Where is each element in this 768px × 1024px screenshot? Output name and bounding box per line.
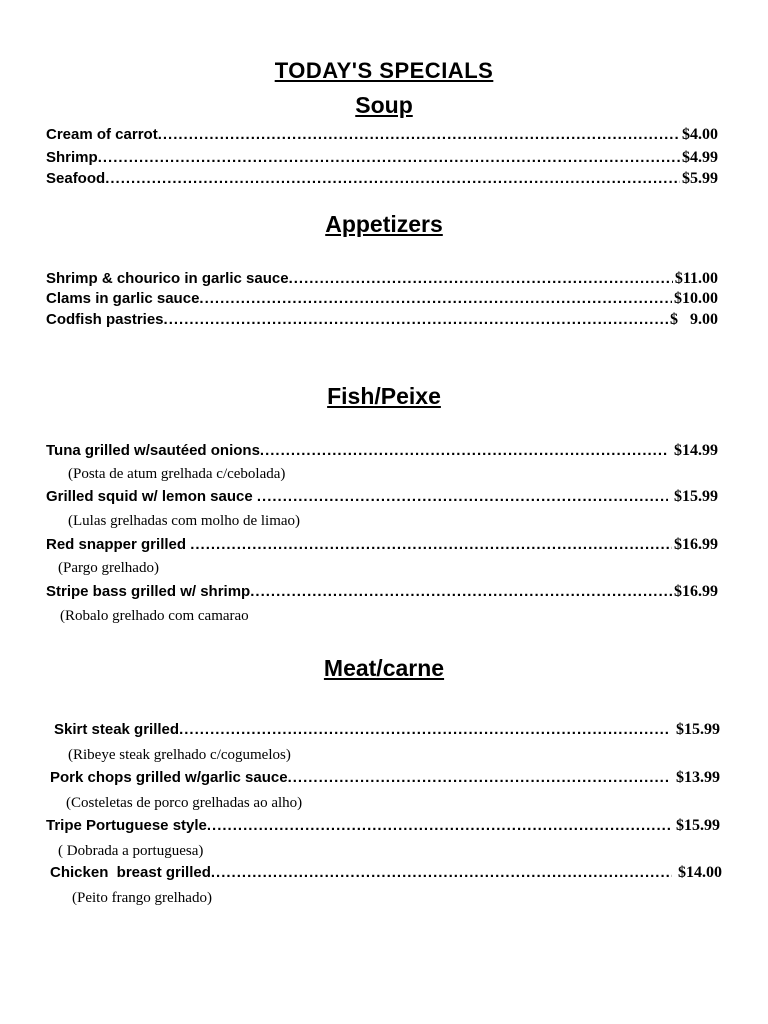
menu-item-price: $4.99 — [682, 149, 718, 166]
menu-item-translation: (Posta de atum grelhada c/cebolada) — [68, 466, 286, 482]
menu-item-squid — [46, 488, 718, 506]
dot-leader — [288, 769, 670, 787]
menu-item-price: $ 9.00 — [670, 311, 718, 328]
dot-leader — [199, 290, 672, 308]
menu-item-price: $14.99 — [674, 442, 718, 459]
menu-item-price: $11.00 — [674, 270, 718, 287]
menu-item-translation: (Peito frango grelhado) — [72, 890, 212, 906]
menu-item-clams — [46, 290, 718, 308]
menu-item-name: Shrimp & chourico in garlic sauce — [46, 270, 289, 287]
dot-leader — [158, 126, 680, 144]
menu-item-name: Red snapper grilled — [46, 536, 191, 553]
menu-item-price: $4.00 — [682, 126, 718, 143]
menu-item-price: $16.99 — [674, 536, 718, 553]
menu-item-translation: ( Dobrada a portuguesa) — [58, 843, 204, 859]
menu-item-codfish-pastries — [46, 311, 718, 329]
menu-item-tuna — [46, 442, 718, 460]
menu-item-name: Tuna grilled w/sautéed onions — [46, 442, 260, 459]
menu-item-price: $5.99 — [682, 170, 718, 187]
menu-item-price: $14.00 — [678, 864, 722, 881]
menu-item-name: Seafood — [46, 170, 106, 187]
section-heading-soup: Soup — [355, 92, 413, 118]
dot-leader — [190, 536, 672, 554]
menu-item-translation: (Lulas grelhadas com molho de limao) — [68, 513, 301, 529]
menu-item-name: Shrimp — [46, 149, 98, 166]
menu-item-price: $15.99 — [674, 488, 718, 505]
menu-item-name: Tripe Portuguese style — [46, 817, 207, 834]
menu-item-pork-chops — [50, 769, 720, 787]
menu-item-price: $15.99 — [676, 721, 720, 738]
dot-leader — [211, 864, 672, 882]
dot-leader — [260, 442, 668, 460]
menu-title: TODAY'S SPECIALS — [274, 58, 494, 83]
menu-item-name: Codfish pastries — [46, 311, 164, 328]
dot-leader — [179, 721, 670, 739]
menu-item-price: $10.00 — [674, 290, 718, 307]
menu-item-seafood — [46, 170, 718, 188]
dot-leader — [289, 270, 673, 288]
section-heading-meat: Meat/carne — [323, 655, 445, 681]
menu-item-cream-of-carrot — [46, 126, 718, 144]
menu-item-shrimp-chourico — [46, 270, 718, 288]
dot-leader — [250, 583, 672, 601]
menu-item-price: $13.99 — [676, 769, 720, 786]
menu-item-price: $15.99 — [676, 817, 720, 834]
menu-item-name: Skirt steak grilled — [54, 721, 180, 738]
section-heading-appetizers: Appetizers — [325, 211, 443, 237]
menu-item-skirt-steak — [54, 721, 720, 739]
menu-item-name: Pork chops grilled w/garlic sauce — [50, 769, 288, 786]
menu-item-name: Grilled squid w/ lemon sauce — [46, 488, 257, 505]
section-heading-fish: Fish/Peixe — [327, 383, 441, 409]
dot-leader — [207, 817, 670, 835]
menu-item-chicken-breast — [50, 864, 722, 882]
menu-item-stripe-bass — [46, 583, 718, 601]
menu-item-translation: (Robalo grelhado com camarao — [60, 608, 249, 624]
menu-item-name: Cream of carrot — [46, 126, 158, 143]
menu-item-name: Chicken breast grilled — [50, 864, 211, 881]
menu-item-translation: (Costeletas de porco grelhadas ao alho) — [66, 795, 303, 811]
menu-item-shrimp — [46, 149, 718, 167]
dot-leader — [105, 170, 680, 188]
menu-item-red-snapper — [46, 536, 718, 554]
dot-leader — [98, 149, 680, 167]
menu-item-translation: (Ribeye steak grelhado c/cogumelos) — [68, 747, 291, 763]
menu-item-translation: (Pargo grelhado) — [58, 560, 159, 576]
menu-item-tripe — [46, 817, 720, 835]
menu-item-price: $16.99 — [674, 583, 718, 600]
menu-item-name: Clams in garlic sauce — [46, 290, 200, 307]
dot-leader — [257, 488, 668, 506]
dot-leader — [164, 311, 668, 329]
menu-item-name: Stripe bass grilled w/ shrimp — [46, 583, 251, 600]
